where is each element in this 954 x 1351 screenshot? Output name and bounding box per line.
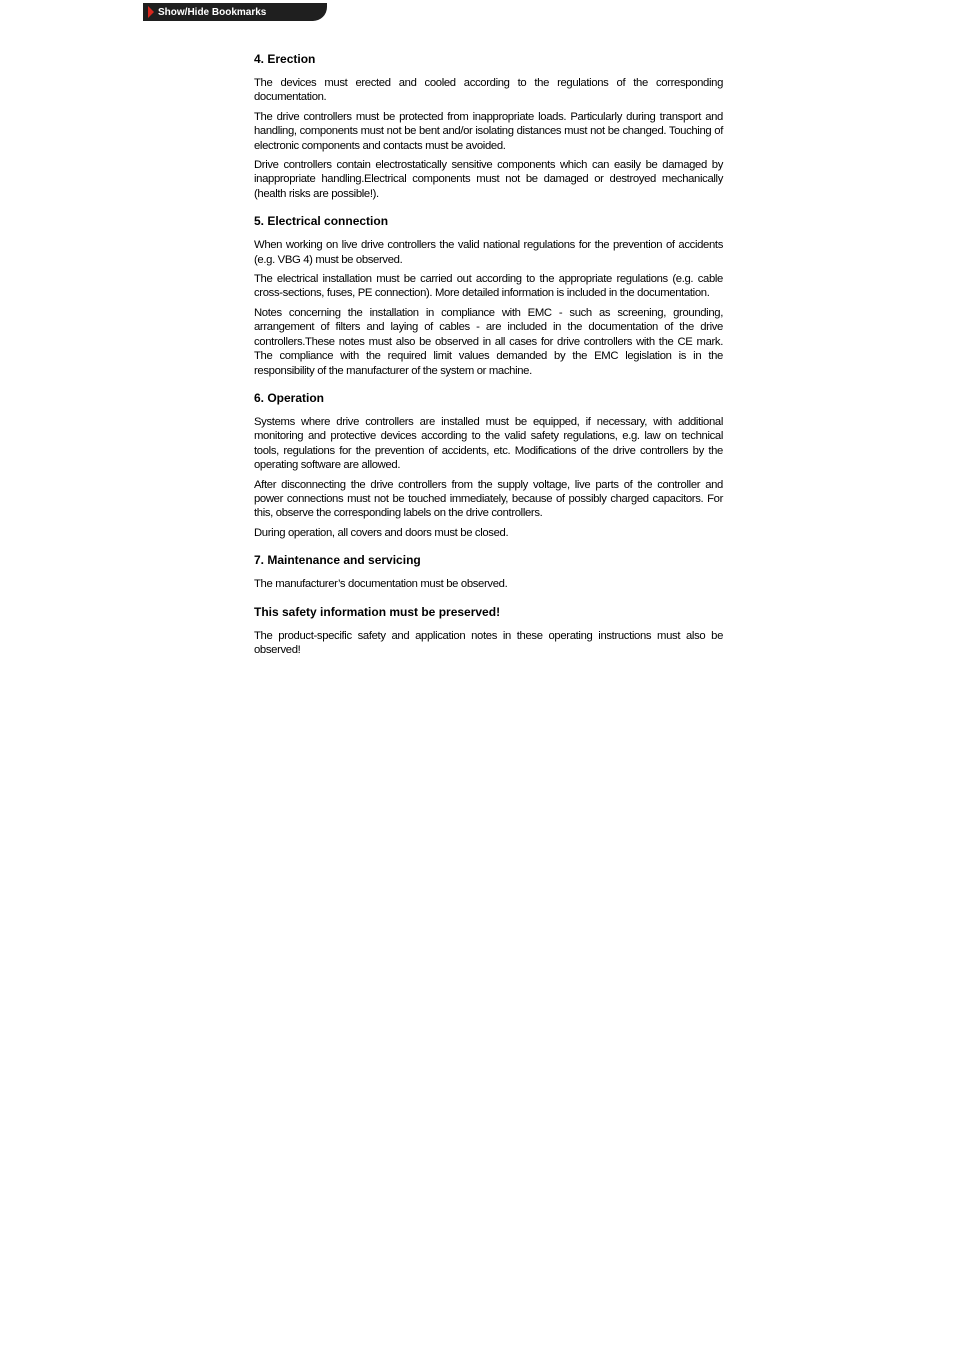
section-maintenance <box>254 553 723 591</box>
section-heading: 5. Electrical connection <box>254 214 389 229</box>
paragraph: After disconnecting the drive controllers from the supply voltage, live parts of the controller and power connections must not be touched immediately, because of possibly charged capacitors. For this, observe the corresponding labels on the drive controllers. <box>254 478 723 520</box>
show-hide-bookmarks-button[interactable] <box>143 3 327 21</box>
section-electrical-connection <box>254 214 723 378</box>
play-arrow-icon <box>148 6 154 18</box>
paragraph: The drive controllers must be protected from inappropriate loads. Particularly during transport and handling, components must not be bent and/or isolating distances must not be changed. Touching of electronic components and contacts must be avoided. <box>254 110 723 152</box>
paragraph: The electrical installation must be carried out according to the appropriate regulations (e.g. cable cross-sections, fuses, PE connection). More detailed information is included in the documentation. <box>254 273 723 300</box>
document-body <box>254 52 723 670</box>
section-heading: This safety information must be preserved! <box>254 604 501 619</box>
paragraph: During operation, all covers and doors must be closed. <box>254 526 509 539</box>
paragraph: The devices must erected and cooled according to the regulations of the corresponding documentation. <box>254 77 723 104</box>
paragraph: Drive controllers contain electrostatically sensitive components which can easily be damaged by inappropriate handling.Electrical components must not be damaged or destroyed mechanically (health risks are possible!). <box>254 159 723 200</box>
paragraph: When working on live drive controllers the valid national regulations for the prevention of accidents (e.g. VBG 4) must be observed. <box>254 239 723 266</box>
bookmark-button-label: Show/Hide Bookmarks <box>158 6 267 18</box>
section-heading: 4. Erection <box>254 52 316 66</box>
section-heading: 6. Operation <box>254 390 325 405</box>
section-erection <box>254 52 723 201</box>
paragraph: The product-specific safety and application notes in these operating instructions must also be observed! <box>254 629 723 656</box>
section-preserve-notice <box>254 605 723 658</box>
paragraph: Systems where drive controllers are installed must be equipped, if necessary, with additional monitoring and protective devices according to the valid safety regulations, e.g. law on technical tools, regulations for the prevention of accidents, etc. Modifications of the drive controllers by the operating software are allowed. <box>254 415 723 472</box>
paragraph: Notes concerning the installation in compliance with EMC - such as screening, grounding, arrangement of filters and laying of cables - are included in the documentation of the drive controllers.These notes must also be observed in all cases for drive controllers with the CE mark. The compliance with the required limit values demanded by the EMC legislation is in the responsibility of the manufacturer of the system or machine. <box>254 306 723 377</box>
section-heading: 7. Maintenance and servicing <box>254 553 421 568</box>
paragraph: The manufacturer’s documentation must be observed. <box>254 578 508 591</box>
section-operation <box>254 391 723 540</box>
